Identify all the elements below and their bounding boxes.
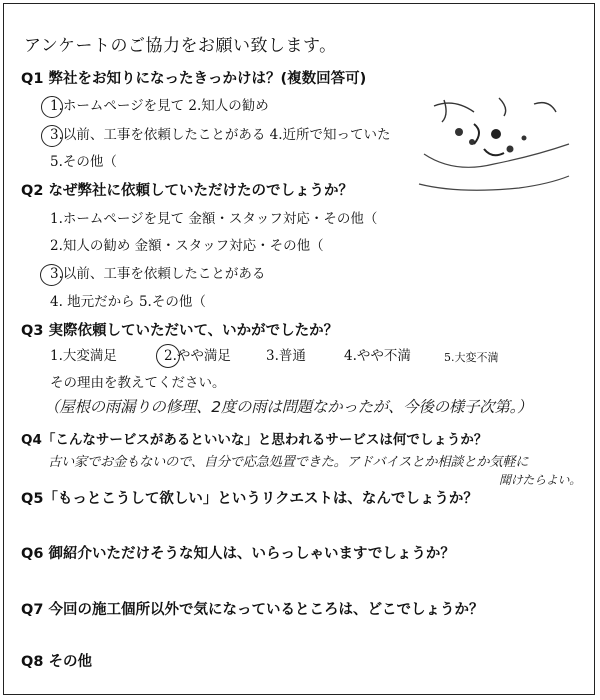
q4-question: Q4「こんなサービスがあるといいな」と思われるサービスは何でしょうか？ xyxy=(21,432,488,448)
q2-options-line-1: 1.ホームページを見て 金額・スタッフ対応・その他（ xyxy=(50,211,378,227)
q6-question: Q6 御紹介いただけそうな知人は、いらっしゃいますでしょうか？ xyxy=(21,546,455,562)
q8-question: Q8 その他 xyxy=(21,654,92,670)
q1-question: Q1 弊社をお知りになったきっかけは？(複数回答可) xyxy=(21,71,367,87)
q2-options-line-3: 3.以前、工事を依頼したことがある xyxy=(50,266,266,282)
survey-title: アンケートのご協力をお願い致します。 xyxy=(24,36,337,56)
q3-option-5: 5.大変不満 xyxy=(444,351,499,364)
q1-options-line-1: 1.ホームページを見て 2.知人の勧め xyxy=(50,98,269,114)
q3-option-2: 2.やや満足 xyxy=(164,348,231,364)
q3-question: Q3 実際依頼していただいて、いかがでしたか？ xyxy=(21,323,339,339)
q3-option-3: 3.普通 xyxy=(266,348,306,364)
scribbled-stamp-mark xyxy=(414,94,584,204)
q4-handwritten-answer-line-2: 聞けたらよい。 xyxy=(499,473,581,487)
q4-handwritten-answer-line-1: 古い家でお金もないので、自分で応急処置できた。アドバイスとか相談とか気軽に xyxy=(48,455,529,470)
questionnaire-sheet xyxy=(3,3,595,695)
q1-options-line-3: 5.その他（ xyxy=(50,154,117,170)
q1-options-line-2: 3.以前、工事を依頼したことがある 4.近所で知っていた xyxy=(50,127,391,143)
q3-handwritten-answer: （屋根の雨漏りの修理、2度の雨は問題なかったが、今後の様子次第。） xyxy=(44,398,533,416)
q2-options-line-2: 2.知人の勧め 金額・スタッフ対応・その他（ xyxy=(50,238,324,254)
q3-option-1: 1.大変満足 xyxy=(50,348,117,364)
q5-question: Q5「もっとこうして欲しい」というリクエストは、なんでしょうか？ xyxy=(21,491,478,507)
q7-question: Q7 今回の施工個所以外で気になっているところは、どこでしょうか？ xyxy=(21,602,484,618)
q2-options-line-4: 4. 地元だから 5.その他（ xyxy=(50,294,206,310)
q2-question: Q2 なぜ弊社に依頼していただけたのでしょうか？ xyxy=(21,183,353,199)
q3-option-4: 4.やや不満 xyxy=(344,348,411,364)
q3-reason-label: その理由を教えてください。 xyxy=(50,375,226,391)
